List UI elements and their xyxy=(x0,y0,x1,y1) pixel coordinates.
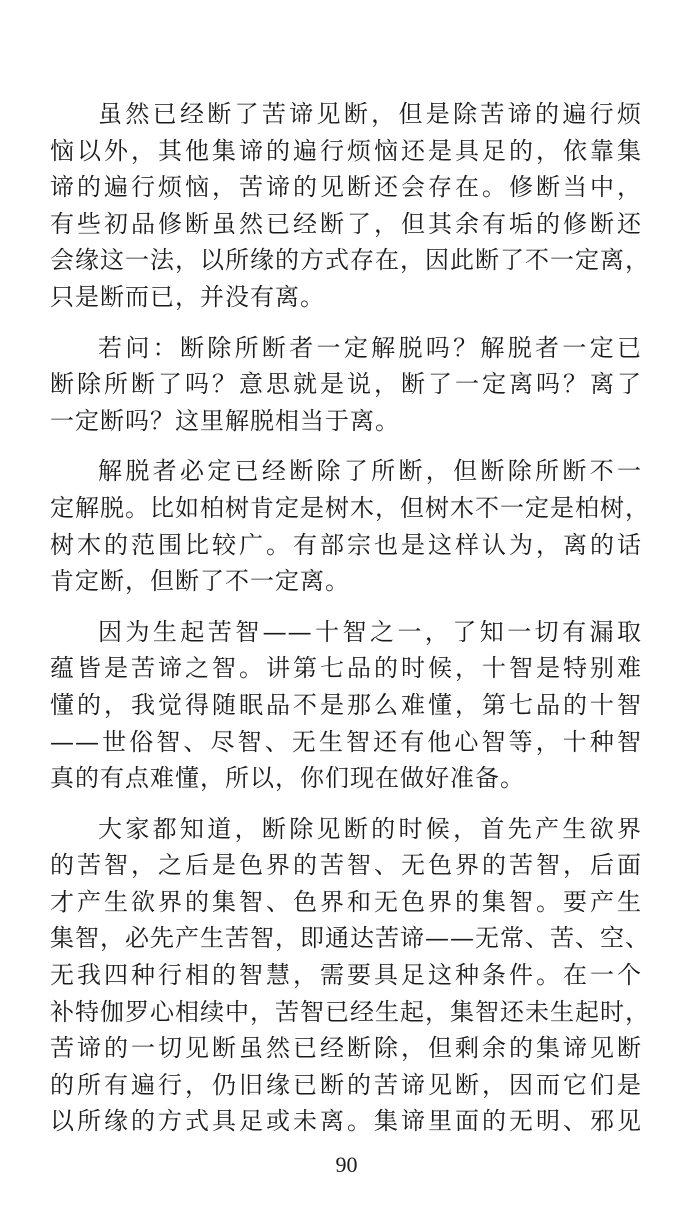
text-line: 的所有遍行，仍旧缘已断的苦谛见断，因而它们是 xyxy=(50,1070,642,1099)
text-line: 定解脱。比如柏树肯定是树木，但树木不一定是柏树， xyxy=(50,493,650,522)
text-line: 以所缘的方式具足或未离。集谛里面的无明、邪见 xyxy=(50,1107,642,1136)
text-line: 若问：断除所断者一定解脱吗？解脱者一定已 xyxy=(98,333,642,362)
text-line: 补特伽罗心相续中，苦智已经生起，集智还未生起时， xyxy=(50,997,650,1026)
text-line: ——世俗智、尽智、无生智还有他心智等，十种智 xyxy=(50,727,642,756)
text-line: 树木的范围比较广。有部宗也是这样认为，离的话 xyxy=(50,530,642,559)
text-line: 恼以外，其他集谛的遍行烦恼还是具足的，依靠集 xyxy=(50,136,642,165)
text-line: 蕴皆是苦谛之智。讲第七品的时候，十智是特别难 xyxy=(50,654,642,683)
paragraph-5 xyxy=(50,811,650,1140)
text-line: 肯定断，但断了不一定离。 xyxy=(50,567,350,596)
text-line: 无我四种行相的智慧，需要具足这种条件。在一个 xyxy=(50,961,642,990)
page-number: 90 xyxy=(335,1152,358,1177)
text-line: 真的有点难懂，所以，你们现在做好准备。 xyxy=(50,764,525,793)
text-line: 苦谛的一切见断虽然已经断除，但剩余的集谛见断 xyxy=(50,1034,642,1063)
paragraph-4 xyxy=(50,614,642,797)
text-line: 因为生起苦智——十智之一，了知一切有漏取 xyxy=(98,617,642,646)
text-line: 有些初品修断虽然已经断了，但其余有垢的修断还 xyxy=(50,209,642,238)
text-line: 只是断而已，并没有离。 xyxy=(50,282,325,311)
text-line: 断除所断了吗？意思就是说，断了一定离吗？离了 xyxy=(50,370,642,399)
text-line: 的苦智，之后是色界的苦智、无色界的苦智，后面 xyxy=(50,851,642,880)
paragraph-1 xyxy=(50,96,650,316)
paragraph-3 xyxy=(50,453,650,599)
text-line: 一定断吗？这里解脱相当于离。 xyxy=(50,406,400,435)
text-line: 大家都知道，断除见断的时候，首先产生欲界 xyxy=(98,814,642,843)
text-line: 集智，必先产生苦智，即通达苦谛——无常、苦、空、 xyxy=(50,924,650,953)
text-line: 谛的遍行烦恼，苦谛的见断还会存在。修断当中， xyxy=(50,173,642,202)
text-line: 虽然已经断了苦谛见断，但是除苦谛的遍行烦 xyxy=(98,100,642,128)
book-page-body xyxy=(50,96,650,1154)
text-line: 才产生欲界的集智、色界和无色界的集智。要产生 xyxy=(50,887,642,916)
text-line: 懂的，我觉得随眠品不是那么难懂，第七品的十智 xyxy=(50,690,642,719)
paragraph-2 xyxy=(50,330,642,440)
text-line: 会缘这一法，以所缘的方式存在，因此断了不一定离， xyxy=(50,246,650,275)
text-line: 解脱者必定已经断除了所断，但断除所断不一 xyxy=(98,457,642,486)
